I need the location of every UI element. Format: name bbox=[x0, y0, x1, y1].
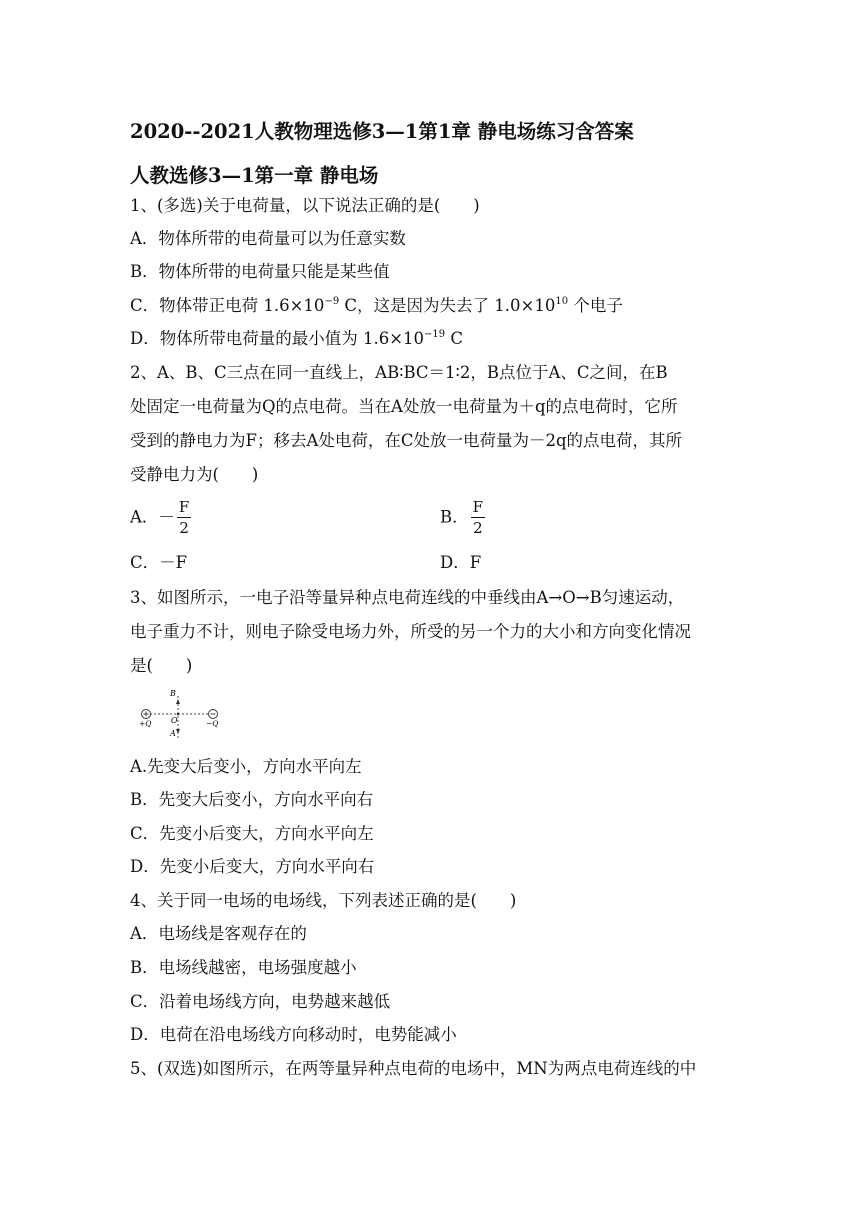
q2-option-c: C．－F bbox=[130, 553, 188, 572]
q1-option-b: B．物体所带的电荷量只能是某些值 bbox=[130, 262, 390, 281]
label-negative-q: −Q bbox=[206, 719, 219, 728]
q4-option-b: B．电场线越密，电场强度越小 bbox=[130, 958, 357, 977]
q2-stem-line-4: 受静电力为( ) bbox=[130, 465, 259, 484]
q3-stem-line-3: 是( ) bbox=[130, 656, 193, 675]
q3-option-d: D．先变小后变大，方向水平向右 bbox=[130, 857, 375, 876]
q3-stem-line-1: 3、如图所示，一电子沿等量异种点电荷连线的中垂线由A→O→B匀速运动， bbox=[130, 588, 685, 607]
q3-option-b: B．先变大后变小，方向水平向右 bbox=[130, 790, 374, 809]
q2-option-d: D．F bbox=[440, 553, 482, 572]
q4-stem: 4、关于同一电场的电场线，下列表述正确的是( ) bbox=[130, 891, 517, 910]
label-b: B bbox=[170, 689, 176, 698]
label-positive-q: +Q bbox=[139, 719, 152, 728]
arrow-up-icon bbox=[176, 699, 180, 704]
label-a: A bbox=[170, 729, 176, 738]
q2-stem-line-3: 受到的静电力为F；移去A处电荷，在C处放一电荷量为－2q的点电荷，其所 bbox=[130, 431, 683, 450]
q5-stem-line-1: 5、(双选)如图所示，在两等量异种点电荷的电场中，MN为两点电荷连线的中 bbox=[130, 1059, 697, 1078]
q2-option-a: A．－ $\frac{F}{2}$ bbox=[130, 498, 190, 537]
charge-diagram bbox=[136, 686, 226, 742]
q2-stem-line-2: 处固定一电荷量为Q的点电荷。当在A处放一电荷量为＋q的点电荷时，它所 bbox=[130, 397, 678, 416]
q3-option-c: C．先变小后变大，方向水平向左 bbox=[130, 824, 374, 843]
q4-option-d: D．电荷在沿电场线方向移动时，电势能减小 bbox=[130, 1025, 457, 1044]
q1-option-c: C．物体带正电荷 $1.6\times 10^{-9}$ C，这是因为失去了 $1.0\times 10^{10}$ 个电子 bbox=[130, 296, 623, 315]
q1-stem: 1、(多选)关于电荷量，以下说法正确的是( ) bbox=[130, 196, 480, 215]
q1-option-d: D．物体所带电荷量的最小值为 $1.6\times 10^{-19}$ C bbox=[130, 329, 464, 348]
q1-option-a: A．物体所带的电荷量可以为任意实数 bbox=[130, 229, 406, 248]
q3-option-a: A.先变大后变小，方向水平向左 bbox=[130, 757, 362, 776]
q4-option-c: C．沿着电场线方向，电势越来越低 bbox=[130, 992, 391, 1011]
q2-option-b: B． $\frac{F}{2}$ bbox=[440, 498, 484, 537]
section-subtitle: 人教选修3—1第一章 静电场 bbox=[130, 164, 379, 187]
point-o-dot bbox=[177, 713, 180, 716]
document-title: 2020--2021人教物理选修3—1第1章 静电场练习含答案 bbox=[130, 120, 634, 143]
arrow-down-icon bbox=[176, 729, 180, 734]
q2-stem-line-1: 2、A、B、C三点在同一直线上，AB∶BC＝1∶2，B点位于A、C之间，在B bbox=[130, 363, 668, 382]
label-o: O bbox=[171, 716, 178, 725]
q4-option-a: A．电场线是客观存在的 bbox=[130, 924, 307, 943]
q3-stem-line-2: 电子重力不计，则电子除受电场力外，所受的另一个力的大小和方向变化情况 bbox=[130, 622, 691, 641]
